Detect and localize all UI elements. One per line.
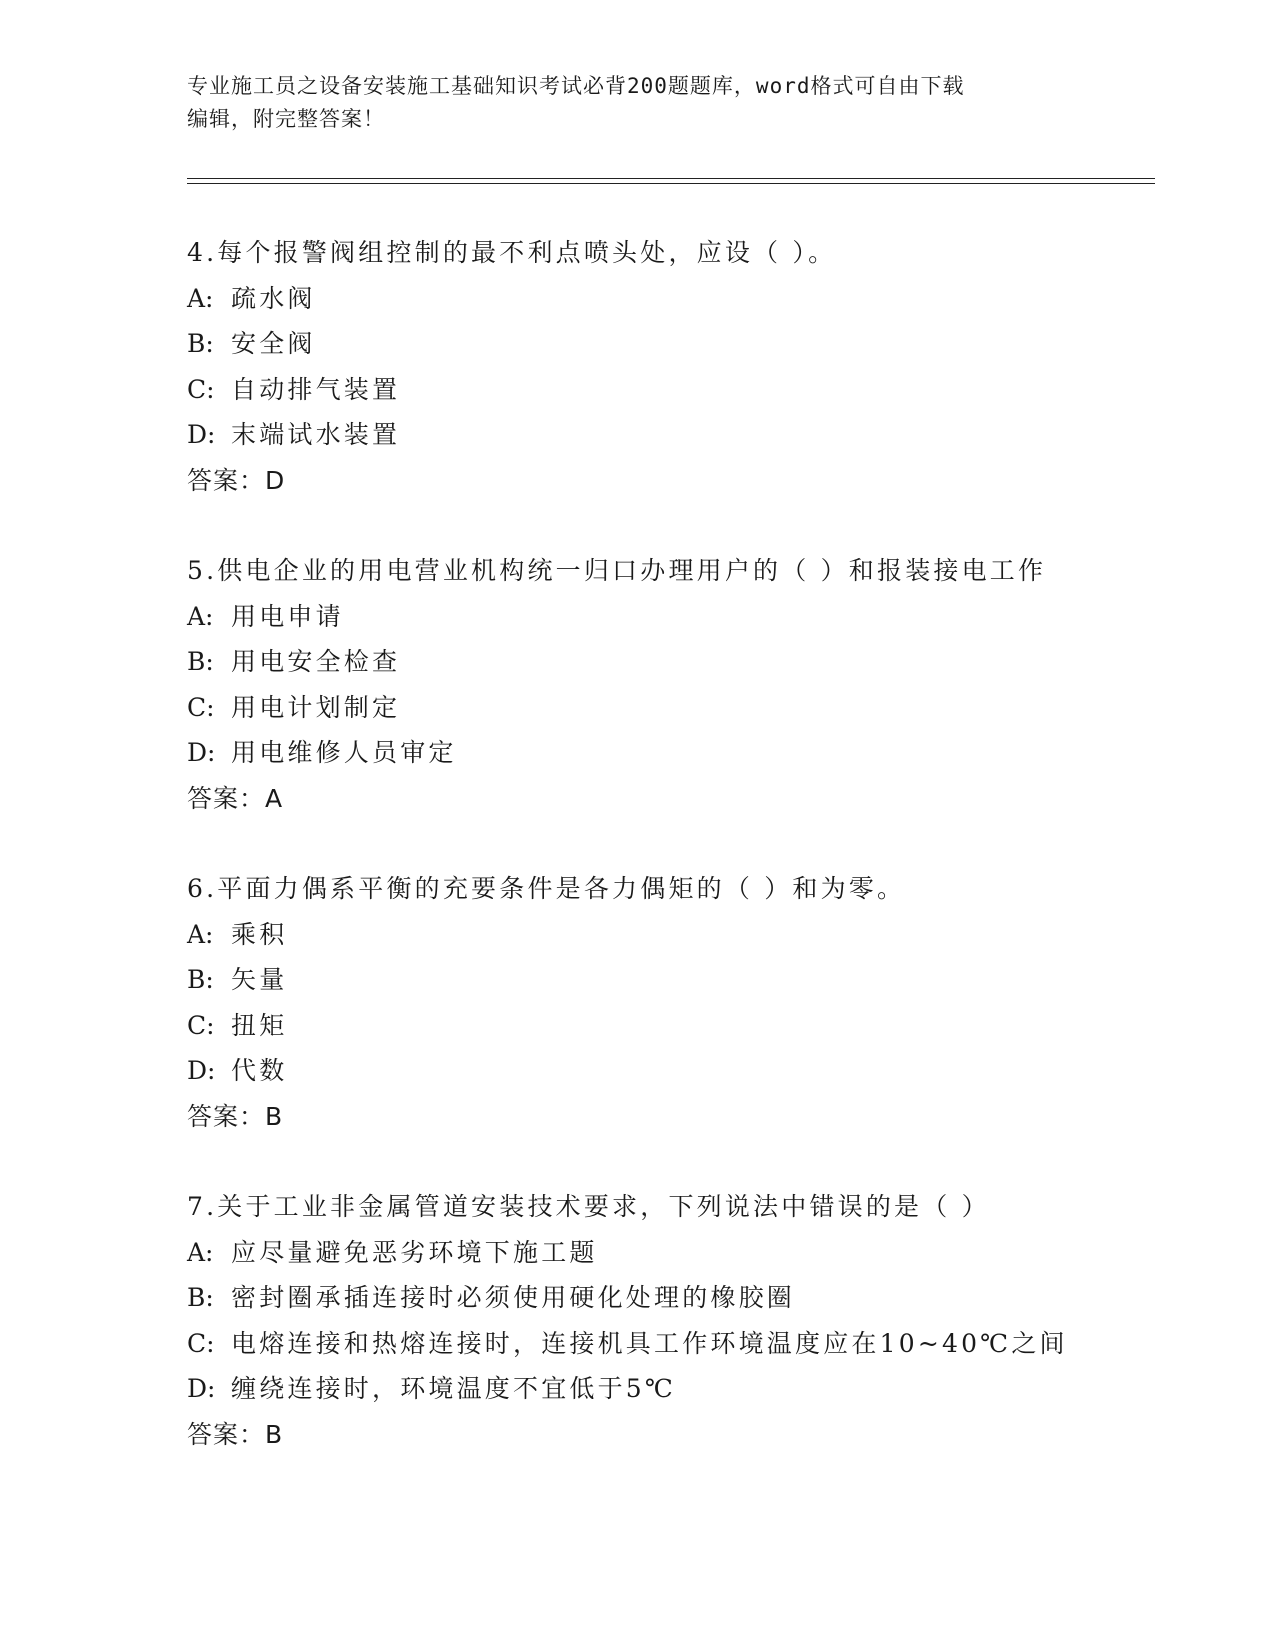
header-rule-bottom	[187, 183, 1155, 184]
option-a	[187, 1230, 1147, 1276]
option-a	[187, 276, 1147, 322]
option-text: 扭矩	[231, 1010, 288, 1040]
option-d	[187, 1366, 1147, 1412]
option-key: C:	[187, 692, 215, 722]
option-key: A:	[187, 283, 214, 313]
option-key: C:	[187, 1328, 215, 1358]
option-key: B:	[187, 965, 214, 994]
option-text: 用电安全检查	[231, 647, 401, 676]
option-text: 用电维修人员审定	[231, 738, 457, 767]
option-text: 电熔连接和热熔连接时，连接机具工作环境温度应在10~40℃之间	[231, 1328, 1068, 1358]
option-b	[187, 957, 1147, 1003]
option-key: D:	[187, 420, 216, 449]
option-b	[187, 1275, 1147, 1321]
option-text: 缠绕连接时，环境温度不宜低于5℃	[231, 1374, 677, 1403]
option-b	[187, 321, 1147, 367]
option-c	[187, 685, 1147, 731]
answer-line: 答案：D	[187, 465, 286, 495]
option-text: 密封圈承插连接时必须使用硬化处理的橡胶圈	[231, 1283, 796, 1312]
answer-line: 答案：B	[187, 1419, 284, 1449]
option-text: 矢量	[231, 965, 288, 994]
document-header	[187, 70, 1067, 136]
option-key: B:	[187, 647, 214, 676]
option-key: B:	[187, 329, 214, 358]
header-rule-top	[187, 178, 1155, 179]
question-block	[187, 230, 1147, 503]
question-block	[187, 548, 1147, 821]
option-key: D:	[187, 1374, 216, 1403]
header-line-2: 编辑，附完整答案！	[187, 107, 385, 131]
question-block	[187, 866, 1147, 1139]
option-c	[187, 1003, 1147, 1049]
question-stem: 7.关于工业非金属管道安装技术要求，下列说法中错误的是（ ）	[187, 1192, 990, 1221]
option-a	[187, 912, 1147, 958]
answer-line: 答案：B	[187, 1101, 284, 1131]
option-key: C:	[187, 1010, 215, 1040]
option-a	[187, 594, 1147, 640]
option-b	[187, 639, 1147, 685]
option-c	[187, 367, 1147, 413]
option-key: A:	[187, 919, 214, 949]
answer-line: 答案：A	[187, 783, 284, 813]
option-d	[187, 1048, 1147, 1094]
option-key: A:	[187, 601, 214, 631]
option-text: 用电申请	[231, 601, 344, 631]
option-text: 用电计划制定	[231, 692, 401, 722]
option-text: 乘积	[231, 919, 288, 949]
option-text: 末端试水装置	[231, 420, 401, 449]
option-key: C:	[187, 374, 215, 404]
option-text: 疏水阀	[231, 283, 316, 313]
option-key: A:	[187, 1237, 214, 1267]
question-stem: 4.每个报警阀组控制的最不利点喷头处，应设（ ）。	[187, 238, 837, 267]
question-stem: 6.平面力偶系平衡的充要条件是各力偶矩的（ ）和为零。	[187, 874, 906, 903]
option-text: 代数	[231, 1056, 288, 1085]
option-key: D:	[187, 1056, 216, 1085]
option-d	[187, 412, 1147, 458]
option-text: 应尽量避免恶劣环境下施工题	[231, 1237, 598, 1267]
option-d	[187, 730, 1147, 776]
option-text: 安全阀	[231, 329, 316, 358]
option-key: D:	[187, 738, 216, 767]
question-block	[187, 1184, 1147, 1457]
option-text: 自动排气装置	[231, 374, 401, 404]
option-c	[187, 1321, 1147, 1367]
question-stem: 5.供电企业的用电营业机构统一归口办理用户的（ ）和报装接电工作	[187, 556, 1047, 585]
option-key: B:	[187, 1283, 214, 1312]
header-line-1: 专业施工员之设备安装施工基础知识考试必背200题题库，word格式可自由下载	[187, 74, 965, 98]
